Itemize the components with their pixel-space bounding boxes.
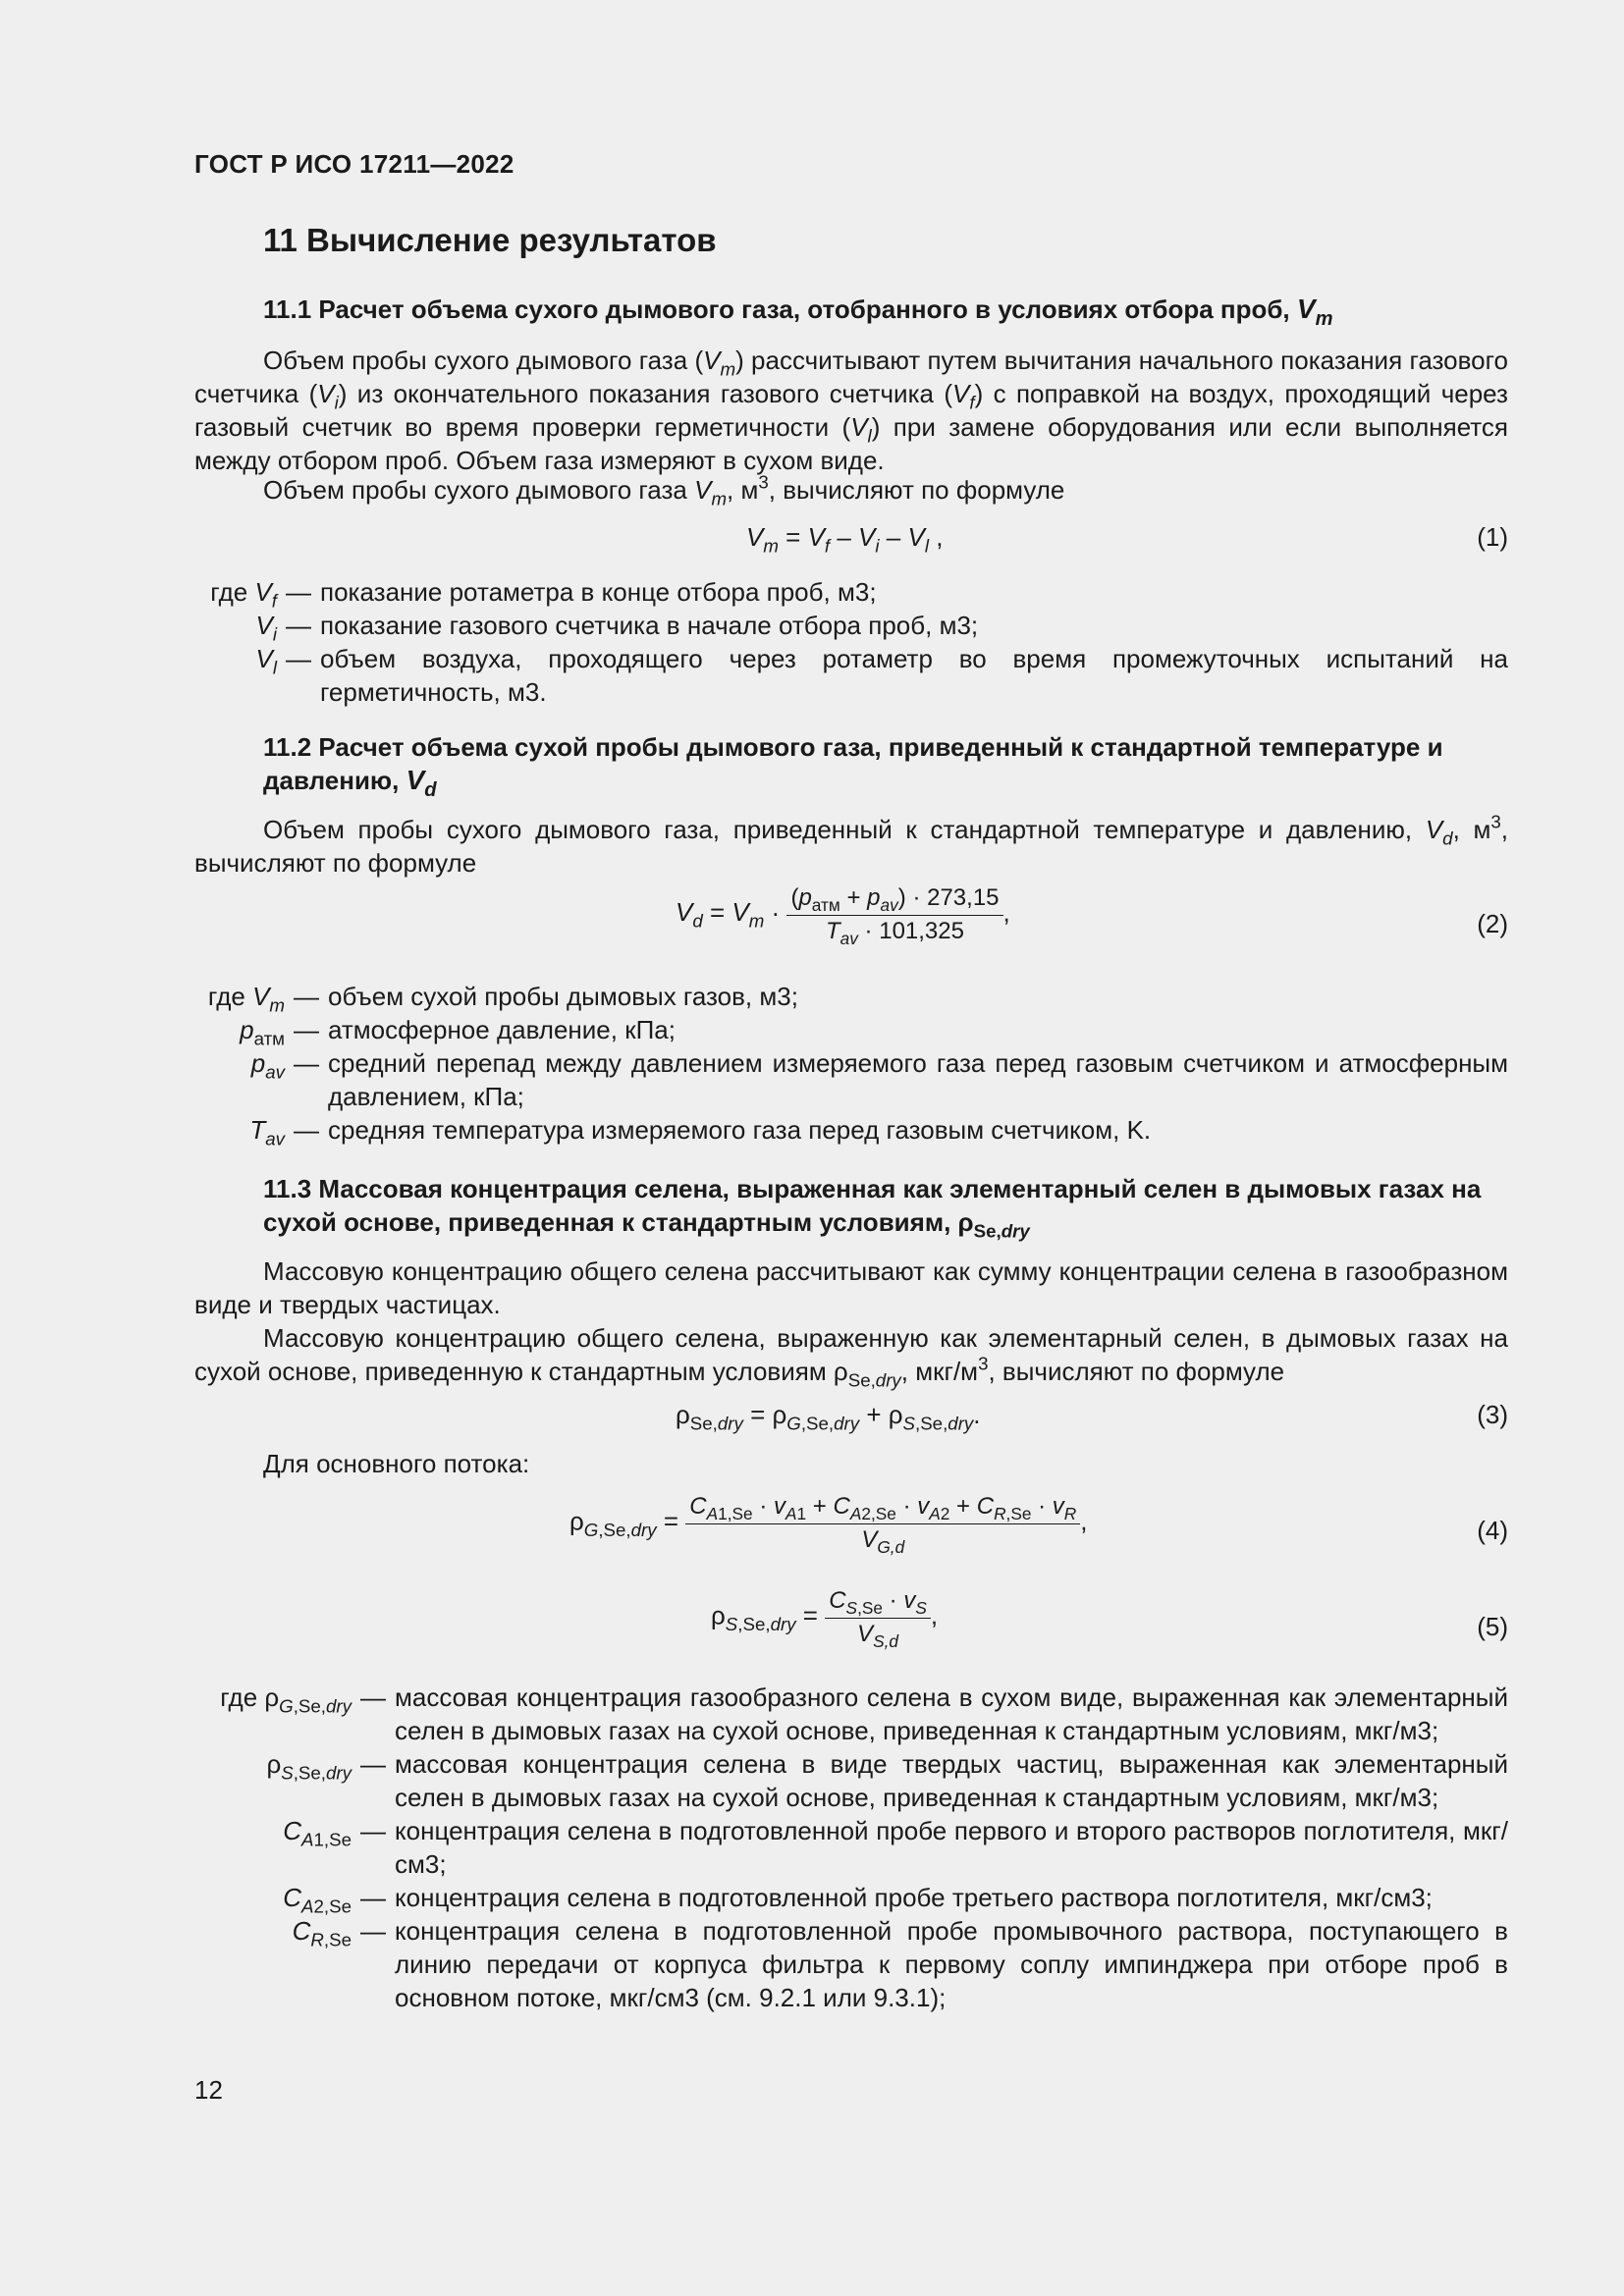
formula-2: $V_d = V_m$ · $\frac{(p_{атм} + p_{av}) \cdot 273,15}{T_{av} \cdot 101,325}$ , (676, 881, 1010, 947)
definition-item: $V_i$ — показание газового счетчика в начале отбора проб, м3; (255, 611, 979, 645)
paragraph-11-1-1: Объем пробы сухого дымового газа $(V_m)$ рассчитывают путем вычитания начального показания газового счетчика $(V_i)$ из окончательного показания газового счетчика $(V_f)$ с поправкой на воздух, проходящий через газовый счетчик во время проверки герметичности $(V_l)$ при замене оборудования или если выполняется между отбором проб. Объем газа измеряют в сухом виде. (194, 346, 1508, 475)
subsection-11-3-title: 11.3 Массовая концентрация селена, выраженная как элементарный селен в дымовых газах на сухой основе, приведенная к стандартным условиям, $\rho_{Se,dry}$ (263, 1174, 1482, 1242)
definition-item: $T_{av}$ — средняя температура измеряемого газа перед газовым счетчиком, K. (249, 1115, 1152, 1149)
definitions-11-3 (194, 1681, 1508, 2014)
definition-item: $p_{атм}$ — атмосферное давление, кПа; (240, 1015, 676, 1049)
section-title: 11 Вычисление результатов (263, 222, 717, 258)
subsection-11-1-title: 11.1 Расчет объема сухого дымового газа, отобранного в условиях отбора проб, $V_m$ (263, 294, 1333, 331)
definition-item: $V_l$ — объем воздуха, проходящего через ротаметр во время промежуточных испытаний на герметичность, м3. (255, 644, 1508, 707)
page-number: 12 (194, 2075, 223, 2105)
equation-number-1: (1) (1477, 522, 1508, 552)
definition-item: где $V_m$ — объем сухой пробы дымовых газов, м3; (207, 982, 798, 1016)
definition-item: где $V_f$ — показание ротаметра в конце отбора проб, м3; (210, 577, 877, 612)
fraction: $\frac{(p_{атм} + p_{av}) \cdot 273,15}{T_{av} \cdot 101,325}$ (786, 881, 1002, 947)
definition-item: $C_{R,Se}$ — концентрация селена в подготовленной пробе промывочного раствора, поступающего в линию передачи от корпуса фильтра к первому соплу импинджера при отборе проб в основном потоке, мкг/см3 (см. 9.2.1 или 9.3.1); (292, 1916, 1508, 2012)
definition-item: $C_{A2,Se}$ — концентрация селена в подготовленной пробе третьего раствора поглотителя, мкг/см3; (283, 1883, 1433, 1917)
fraction: $\frac{C_{A1,Se} \cdot v_{A1} + C_{A2,Se} \cdot v_{A2} + C_{R,Se} \cdot v_R}{V_{G,d}}$ (685, 1490, 1080, 1556)
formula-1: $V_m = V_f - V_i - V_l$ , (746, 522, 944, 557)
paragraph-11-2-1: Объем пробы сухого дымового газа, приведенный к стандартной температуре и давлению, $V_d$, $м^3$, вычисляют по формуле (194, 811, 1509, 878)
paragraph-11-3-2: Массовую концентрацию общего селена, выраженную как элементарный селен, в дымовых газах на сухой основе, приведенную к стандартным условиям $\rho_{Se,dry}$, мкг/$м^3$, вычисляют по формуле (194, 1323, 1508, 1391)
document-header: ГОСТ Р ИСО 17211—2022 (194, 149, 514, 179)
document-page (194, 0, 1508, 2296)
subsection-11-2-title: 11.2 Расчет объема сухой пробы дымового газа, приведенный к стандартной температуре и давлению, $V_d$ (263, 732, 1443, 802)
paragraph-11-1-2: Объем пробы сухого дымового газа $V_m$, $м^3$, вычисляют по формуле (263, 471, 1065, 509)
equation-number-2: (2) (1477, 909, 1508, 938)
equation-number-3: (3) (1477, 1400, 1508, 1429)
definitions-11-2 (194, 980, 1508, 1147)
definition-item: где $\rho_{G,Se,dry}$ — массовая концентрация газообразного селена в сухом виде, выраженная как элементарный селен в дымовых газах на сухой основе, приведенная к стандартным условиям, мкг/м3; (220, 1682, 1508, 1745)
definition-item: $C_{A1,Se}$ — концентрация селена в подготовленной пробе первого и второго растворов поглотителя, мкг/см3; (283, 1816, 1508, 1879)
definitions-11-1 (194, 575, 1508, 709)
formula-5: $\rho_{S,Se,dry}$ = $\frac{C_{S,Se} \cdot v_S}{V_{S,d}}$ , (711, 1584, 938, 1650)
definition-item: $p_{av}$ — средний перепад между давлением измеряемого газа перед газовым счетчиком и атмосферным давлением, кПа; (250, 1048, 1508, 1111)
formula-3: $\rho_{Se,dry} = \rho_{G,Se,dry} + \rho_{S,Se,dry}$. (676, 1400, 981, 1434)
paragraph-11-3-1: Массовую концентрацию общего селена рассчитывают как сумму концентрации селена в газообразном виде и твердых частицах. (194, 1256, 1508, 1319)
fraction: $\frac{C_{S,Se} \cdot v_S}{V_{S,d}}$ (825, 1584, 931, 1650)
equation-number-5: (5) (1477, 1612, 1508, 1641)
formula-4: $\rho_{G,Se,dry}$ = $\frac{C_{A1,Se} \cdot v_{A1} + C_{A2,Se} \cdot v_{A2} + C_{R,Se} \cdot v_R}{V_{G,d}}$ , (569, 1490, 1088, 1556)
equation-number-4: (4) (1477, 1516, 1508, 1545)
definition-item: $\rho_{S,Se,dry}$ — массовая концентрация селена в виде твердых частиц, выраженная как элементарный селен в дымовых газах на сухой основе, приведенная к стандартным условиям, мкг/м3; (266, 1749, 1508, 1812)
paragraph-main-flow: Для основного потока: (263, 1449, 530, 1478)
